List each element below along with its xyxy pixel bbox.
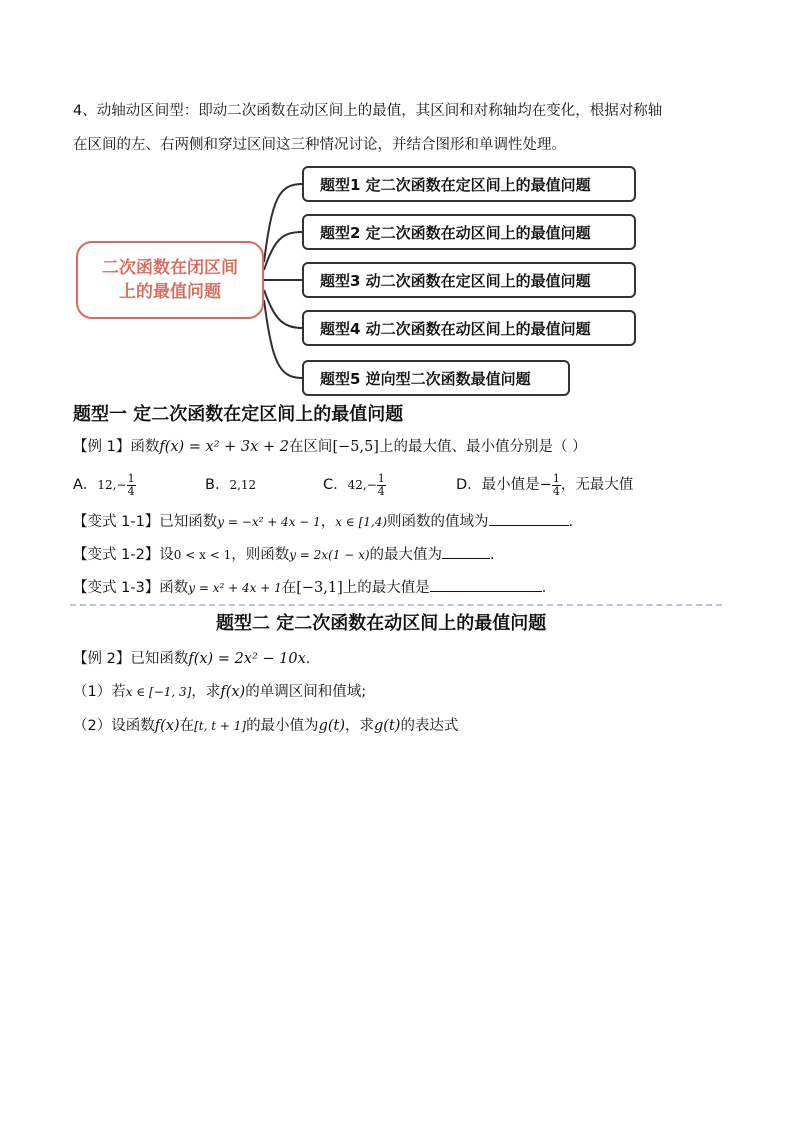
v13-prefix: 【变式 1-3】函数 xyxy=(73,580,189,596)
v13-func: y = x² + 4x + 1 xyxy=(188,581,282,595)
v13-mid: 在 xyxy=(281,580,297,596)
connector-5 xyxy=(264,300,302,378)
v12-suffix: 的最大值为 xyxy=(369,547,443,563)
v11-suffix: 则函数的值域为 xyxy=(387,514,489,530)
section-divider xyxy=(70,604,722,606)
variant-1-3 xyxy=(73,577,556,598)
q1-domain: x ∈ [−1, 3] xyxy=(125,685,192,699)
mindmap-connectors xyxy=(0,0,794,420)
v12-prefix: 【变式 1-2】设 xyxy=(73,547,174,563)
q2-suffix: 的表达式 xyxy=(400,718,459,734)
option-d-label: D．最小值是− xyxy=(456,477,552,493)
q2-g2: g(t) xyxy=(374,718,401,734)
q1-func: f(x) xyxy=(220,684,246,700)
connector-2 xyxy=(264,232,302,270)
example-1 xyxy=(73,437,587,457)
answer-blank[interactable] xyxy=(442,544,490,559)
section2-title: 题型二 定二次函数在动区间上的最值问题 xyxy=(216,613,547,634)
v12-end: . xyxy=(490,547,495,563)
option-b-label: B． xyxy=(205,477,230,493)
section1-title: 题型一 定二次函数在定区间上的最值问题 xyxy=(73,404,404,425)
q2-g: g(t) xyxy=(318,718,345,734)
mindmap-root-line1: 二次函数在闭区间 xyxy=(102,258,238,278)
q2-mid: 在 xyxy=(179,718,195,734)
variant-1-2 xyxy=(73,544,495,565)
option-b xyxy=(205,470,256,500)
ex1-options xyxy=(73,470,136,500)
option-a-label: A． xyxy=(73,477,98,493)
option-d-suffix: ，无最大值 xyxy=(560,477,634,493)
option-c xyxy=(323,470,386,500)
frac-den: 4 xyxy=(127,484,135,498)
question-1 xyxy=(73,682,366,702)
answer-blank[interactable] xyxy=(430,577,542,592)
frac-den: 4 xyxy=(377,484,385,498)
question-2 xyxy=(73,716,458,736)
q2-mid3: ，求 xyxy=(345,718,374,734)
frac-num: 1 xyxy=(552,471,560,485)
v12-func: y = 2x(1 − x) xyxy=(289,548,370,562)
mindmap-node-1: 题型1 定二次函数在定区间上的最值问题 xyxy=(302,166,636,202)
option-a-fraction xyxy=(127,473,136,498)
ex1-mid: 在区间 xyxy=(288,439,333,455)
frac-num: 1 xyxy=(377,471,385,485)
mindmap-node-2: 题型2 定二次函数在动区间上的最值问题 xyxy=(302,214,636,250)
v13-suffix: 上的最大值是 xyxy=(342,580,430,596)
v11-sep: ， xyxy=(320,514,336,530)
q1-mid: ，求 xyxy=(191,684,221,700)
ex1-prefix: 【例 1】函数 xyxy=(73,439,160,455)
answer-blank[interactable] xyxy=(489,511,569,526)
v11-func: y = −x² + 4x − 1 xyxy=(217,515,321,529)
ex1-suffix: 上的最大值、最小值分别是（ ） xyxy=(378,439,587,455)
option-b-value: 2,12 xyxy=(229,478,257,492)
q1-suffix: 的单调区间和值域; xyxy=(245,684,367,700)
option-d xyxy=(456,470,633,500)
example-2 xyxy=(73,649,310,669)
intro-line-2: 在区间的左、右两侧和穿过区间这三种情况讨论，并结合图形和单调性处理。 xyxy=(73,137,566,153)
option-a-value: 12,− xyxy=(97,478,127,492)
q2-mid2: 的最小值为 xyxy=(246,718,319,734)
q2-prefix: （2）设函数 xyxy=(73,718,155,734)
connector-4 xyxy=(264,290,302,328)
mindmap-root-line2: 上的最值问题 xyxy=(119,282,221,302)
option-c-fraction xyxy=(377,473,386,498)
ex2-func: f(x) = 2x² − 10x xyxy=(188,651,306,667)
ex1-func: f(x) = x² + 3x + 2 xyxy=(159,439,289,455)
q1-prefix: （1）若 xyxy=(73,684,126,700)
option-d-fraction xyxy=(552,473,561,498)
q2-interval: [t, t + 1] xyxy=(194,719,247,733)
frac-den: 4 xyxy=(552,484,560,498)
mindmap-node-3: 题型3 动二次函数在定区间上的最值问题 xyxy=(302,262,636,298)
intro-line-1: 4、动轴动区间型：即动二次函数在动区间上的最值，其区间和对称轴均在变化，根据对称轴 xyxy=(73,103,663,119)
v13-end: ． xyxy=(541,580,557,596)
ex2-prefix: 【例 2】已知函数 xyxy=(73,651,189,667)
variant-1-1 xyxy=(73,511,573,532)
ex1-interval: [−5,5] xyxy=(332,439,379,455)
option-c-label: C． xyxy=(323,477,348,493)
option-c-value: 42,− xyxy=(347,478,377,492)
ex2-end: . xyxy=(305,651,311,667)
v12-mid: ，则函数 xyxy=(231,547,290,563)
v13-interval: [−3,1] xyxy=(296,580,343,596)
v11-domain: x ∈ [1,4) xyxy=(335,515,388,529)
v11-end: . xyxy=(568,514,574,530)
frac-num: 1 xyxy=(127,471,135,485)
mindmap-root xyxy=(76,241,264,319)
q2-func: f(x) xyxy=(154,718,180,734)
connector-1 xyxy=(264,184,302,262)
v12-cond: 0 < x < 1 xyxy=(173,548,232,562)
mindmap-node-5: 题型5 逆向型二次函数最值问题 xyxy=(302,360,570,396)
v11-prefix: 【变式 1-1】已知函数 xyxy=(73,514,218,530)
mindmap-node-4: 题型4 动二次函数在动区间上的最值问题 xyxy=(302,310,636,346)
